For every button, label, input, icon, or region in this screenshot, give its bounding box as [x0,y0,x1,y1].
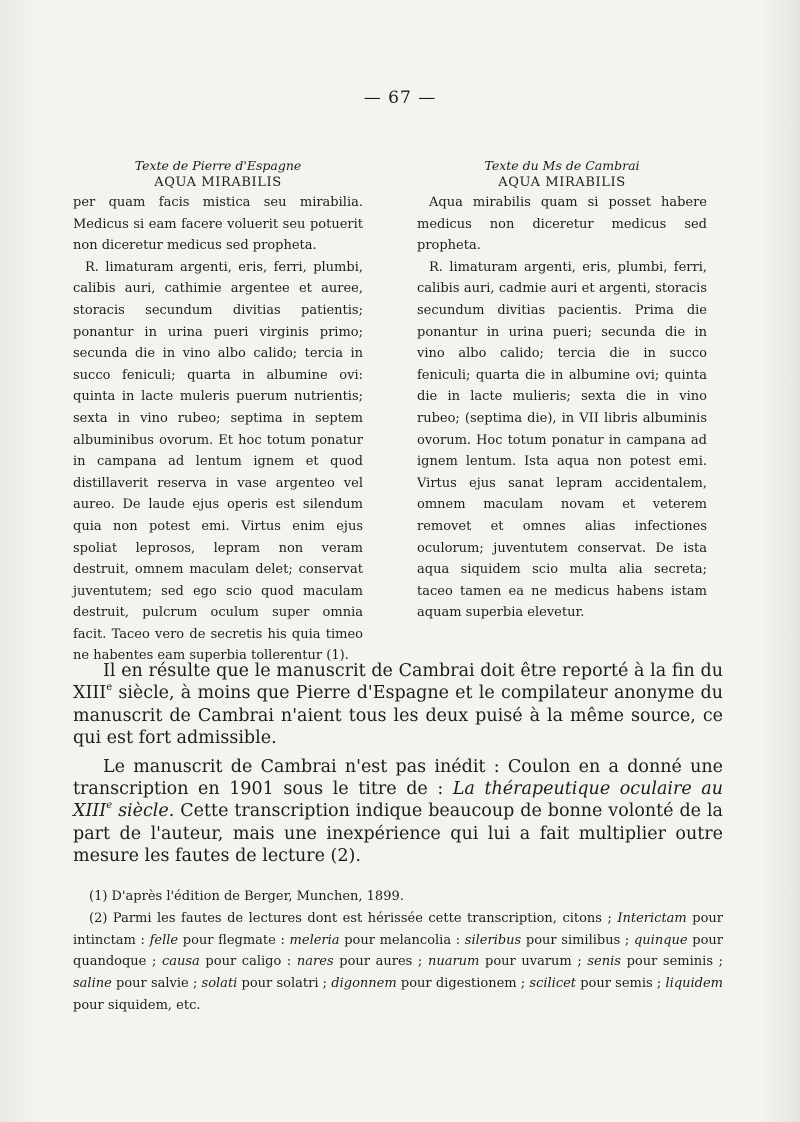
footnote-2 [73,908,723,1017]
right-paragraph-2: R. limaturam argenti, eris, plumbi, ferri, calibis auri, cadmie auri et argenti, storacis secundum divitias pacientis. Prima die ponantur in urina pueri; secunda die in vino albo calido; tercia die in succo feniculi; quarta die in albumine ovi; quinta die in lacte mulieris; sexta die in vino rubeo; (septima die), in VII libris albuminis ovorum. Hoc totum ponatur in campana ad ignem lentum. Ista aqua non potest emi. Virtus ejus sanat lepram accidentalem, omnem maculam novam et veterem removet et omnes alias infectiones oculorum; juventutem conservat. De ista aqua siquidem scio multa alia secreta; taceo tamen ea ne medicus habens istam aquam superbia elevetur. [417,259,707,621]
footnote-text: pour caligo : [199,954,297,970]
book-title-superscript: e [106,799,113,811]
footnote-term: causa [161,954,200,970]
footnotes [73,886,723,1017]
body-p1-end: siècle, à moins que Pierre d'Espagne et le compilateur anonyme du manuscrit de Cambrai n'aient tous les deux puisé à la même source, ce qui est fort admissible. [73,683,723,749]
body-p2-start: Le manuscrit de Cambrai n'est pas inédit : Coulon en a donné une transcription en 1901 sous le titre de : [73,756,723,800]
left-column [73,158,363,667]
footnote-term: nares [296,954,334,970]
left-paragraph-1: per quam facis mistica seu mirabilia. Medicus si eam facere voluerit seu potuerit non diceretur medicus sed propheta. [73,195,363,254]
footnote-term: senis [587,954,621,970]
footnote-term: meleria [289,932,340,948]
body-paragraph-2 [73,756,723,868]
footnote-text: pour similibus ; [521,932,634,948]
footnote-1: (1) D'après l'édition de Berger, Munchen, 1899. [89,889,404,904]
footnote-term: Interictam [617,910,687,926]
footnote-text: (2) Parmi les fautes de lectures dont est hérissée cette transcription, citons ; [89,910,618,926]
footnote-text: pour quandoque ; [73,932,724,970]
footnote-term: saline [73,976,112,992]
left-column-heading: Texte de Pierre d'Espagne [134,158,302,173]
body-p2-end: Cette transcription indique beaucoup de bonne volonté de la part de l'auteur, mais une inexpérience qui lui a fait multiplier outre mesure les fautes de lecture (2). [73,801,723,867]
footnote-text: pour flegmate : [178,932,290,948]
footnote-text: pour intinctam : [73,910,723,948]
right-column-heading: Texte du Ms de Cambrai [484,158,640,173]
body-paragraph-1 [73,660,723,750]
left-column-title: AQUA MIRABILIS [154,175,282,190]
left-paragraph-2: R. limaturam argenti, eris, ferri, plumbi, calibis auri, cathimie argentee et auree, storacis secundum divitias patientis; ponantur in urina pueri virginis primo; secunda die in vino albo calido; tercia in succo feniculi; quarta in albumine ovi: quinta in lacte muleris puerum nutrientis; sexta in vino rubeo; septima in septem albuminibus ovorum. Et hoc totum ponatur in campana ad lentum ignem et quod distillaverit reserva in vase argenteo vel aureo. De laude ejus operis est silendum quia non potest emi. Virtus enim ejus spoliat leprosos, lepram non veram destruit, omnem maculam delet; conservat juventutem; sed ego scio quod maculam destruit, pulcrum oculum super omnia facit. Taceo vero de secretis his quia timeo ne habentes eam superbia tollerentur (1). [73,259,363,664]
footnote-term: solati [201,976,238,992]
footnote-term: scilicet [529,976,577,992]
footnote-text: pour melancolia : [339,932,465,948]
body-p1-start: Il en résulte que le manuscrit de Cambrai doit être reporté à la fin du XIII [73,661,723,704]
footnote-text: pour aures ; [333,954,428,970]
body-p1-superscript: e [106,681,113,693]
footnote-text: pour salvie ; [111,976,202,992]
footnote-term: nuarum [427,954,480,970]
footnote-text: pour siquidem, etc. [73,997,201,1013]
book-title-end: siècle. [112,801,175,822]
footnote-term: digonnem [331,976,397,992]
footnote-text: pour digestionem ; [396,976,530,992]
body-text [73,660,723,868]
right-column-title: AQUA MIRABILIS [498,175,626,190]
right-column [417,158,707,624]
footnote-term: liquidem [665,976,724,992]
footnote-text: pour solatri ; [237,976,332,992]
footnote-text: pour seminis ; [620,954,723,970]
page-number: — 67 — [363,88,437,108]
footnote-term: quinque [633,932,688,948]
footnote-text: pour semis ; [576,976,666,992]
right-paragraph-1: Aqua mirabilis quam si posset habere medicus non diceretur medicus sed propheta. [417,195,707,254]
footnote-term: felle [149,932,179,948]
book-title-text: La thérapeutique oculaire au XIII [73,779,723,822]
footnote-text: pour uvarum ; [479,954,588,970]
footnote-term: sileribus [464,932,522,948]
